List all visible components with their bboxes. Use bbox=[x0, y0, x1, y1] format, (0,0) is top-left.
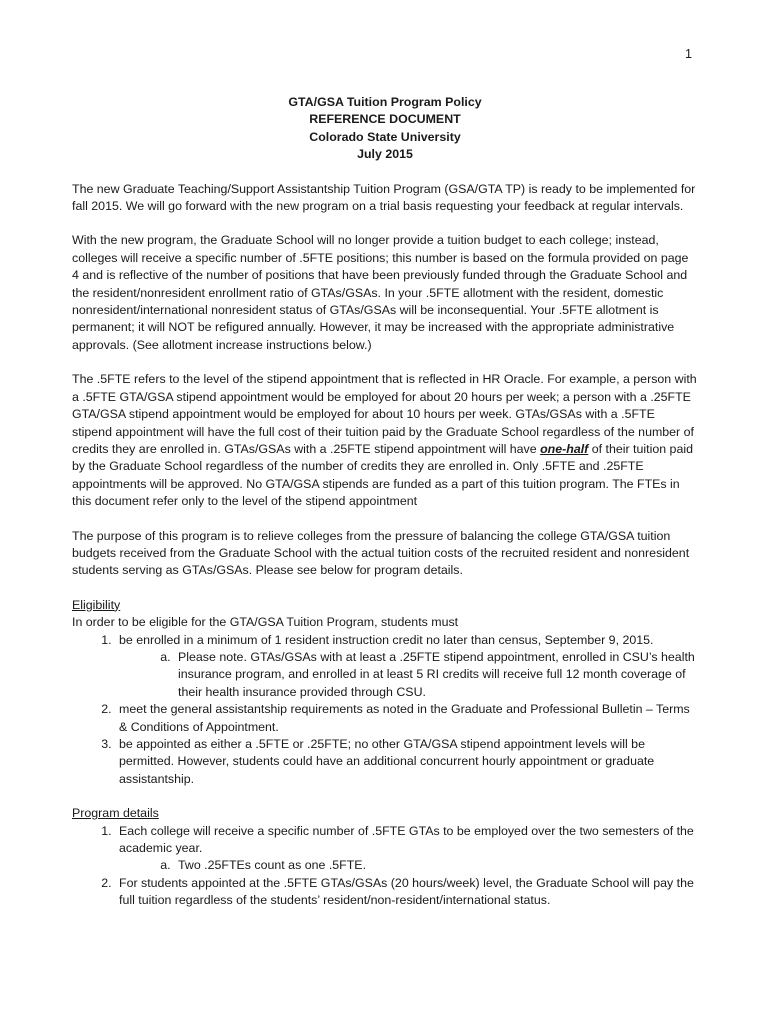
eligibility-item-1a: a. Please note. GTAs/GSAs with at least a .25FTE stipend appointment, enrolled in CSU’s health insurance program, and enrolled in at least 5 RI credits will receive full 12 month coverage of their health insurance provided through CSU. bbox=[174, 649, 698, 701]
paragraph-fte-definition bbox=[72, 371, 698, 510]
document-body bbox=[72, 94, 698, 927]
paragraph-purpose: The purpose of this program is to relieve colleges from the pressure of balancing the college GTA/GSA tuition budgets received from the Graduate School with the actual tuition costs of the recruited resident and nonresident students serving as GTAs/GSAs. Please see below for program details. bbox=[72, 528, 690, 578]
eligibility-item-3: 3. be appointed as either a .5FTE or .25FTE; no other GTA/GSA stipend appointment levels will be permitted. However, students could have an additional concurrent hourly appointment or graduate assistantship. bbox=[115, 736, 698, 788]
program-details-heading: Program details bbox=[72, 806, 159, 821]
eligibility-heading: Eligibility bbox=[72, 597, 121, 612]
paragraph-new-program: With the new program, the Graduate School will no longer provide a tuition budget to each college; instead, colleges will receive a specific number of .5FTE positions; this number is based on the formula provided on page 4 and is reflective of the number of positions that have been previously funded through the Graduate School and the resident/nonresident enrollment ratio of GTAs/GSAs. In your .5FTE allotment with the resident, domestic nonresident/international nonresident status of GTAs/GSAs will be inconsequential. Your .5FTE allotment is permanent; it will NOT be refigured annually. However, it may be increased with the appropriate administrative approvals. (See allotment increase instructions below.) bbox=[72, 233, 689, 352]
document-subtitle: REFERENCE DOCUMENT bbox=[309, 112, 461, 127]
program-details-item-1-text: Each college will receive a specific number of .5FTE GTAs to be employed over the two semesters of the academic year. bbox=[119, 823, 694, 856]
eligibility-intro: In order to be eligible for the GTA/GSA Tuition Program, students must bbox=[72, 615, 459, 630]
program-details-sublist-1 bbox=[119, 857, 698, 874]
document-title: GTA/GSA Tuition Program Policy bbox=[288, 95, 482, 109]
one-half-emphasis: one-half bbox=[540, 441, 589, 456]
fte-text-part1: The .5FTE refers to the level of the stipend appointment that is reflected in HR Oracle. For example, a person with a .5FTE GTA/GSA stipend appointment would be employed for about 20 hours per week; a person with a .25FTE GTA/GSA stipend appointment would be employed for about 10 hours per week. GTAs/GSAs with a .5FTE stipend appointment will have the full cost of their tuition paid by the Graduate School regardless of the number of credits they are enrolled in. GTAs/GSAs with a .25FTE stipend appointment will have bbox=[72, 372, 697, 456]
eligibility-item-2: 2. meet the general assistantship requirements as noted in the Graduate and Professional Bulletin – Terms & Conditions of Appointment. bbox=[115, 701, 698, 736]
document-date: July 2015 bbox=[357, 147, 413, 162]
page-number: 1 bbox=[685, 47, 692, 61]
institution-name: Colorado State University bbox=[309, 129, 461, 144]
eligibility-list bbox=[72, 632, 698, 789]
program-details-list bbox=[72, 823, 698, 910]
eligibility-item-1 bbox=[115, 632, 698, 702]
title-block bbox=[72, 94, 698, 164]
eligibility-item-1-text: be enrolled in a minimum of 1 resident instruction credit no later than census, September 9, 2015. bbox=[119, 632, 654, 647]
eligibility-sublist-1 bbox=[119, 649, 698, 701]
program-details-item-1a: a. Two .25FTEs count as one .5FTE. bbox=[174, 857, 698, 874]
program-details-item-2: 2. For students appointed at the .5FTE GTAs/GSAs (20 hours/week) level, the Graduate School will pay the full tuition regardless of the students’ resident/non-resident/international status. bbox=[115, 875, 698, 910]
program-details-item-1 bbox=[115, 823, 698, 875]
paragraph-intro: The new Graduate Teaching/Support Assistantship Tuition Program (GSA/GTA TP) is ready to be implemented for fall 2015. We will go forward with the new program on a trial basis requesting your feedback at regular intervals. bbox=[72, 181, 696, 214]
fte-text-part2: of their tuition paid by the Graduate School regardless of the number of credits they are enrolled in. Only .5FTE and .25FTE appointments will be approved. No GTA/GSA stipends are funded as a part of this tuition program. The FTEs in this document refer only to the level of the stipend appointment bbox=[72, 441, 693, 509]
